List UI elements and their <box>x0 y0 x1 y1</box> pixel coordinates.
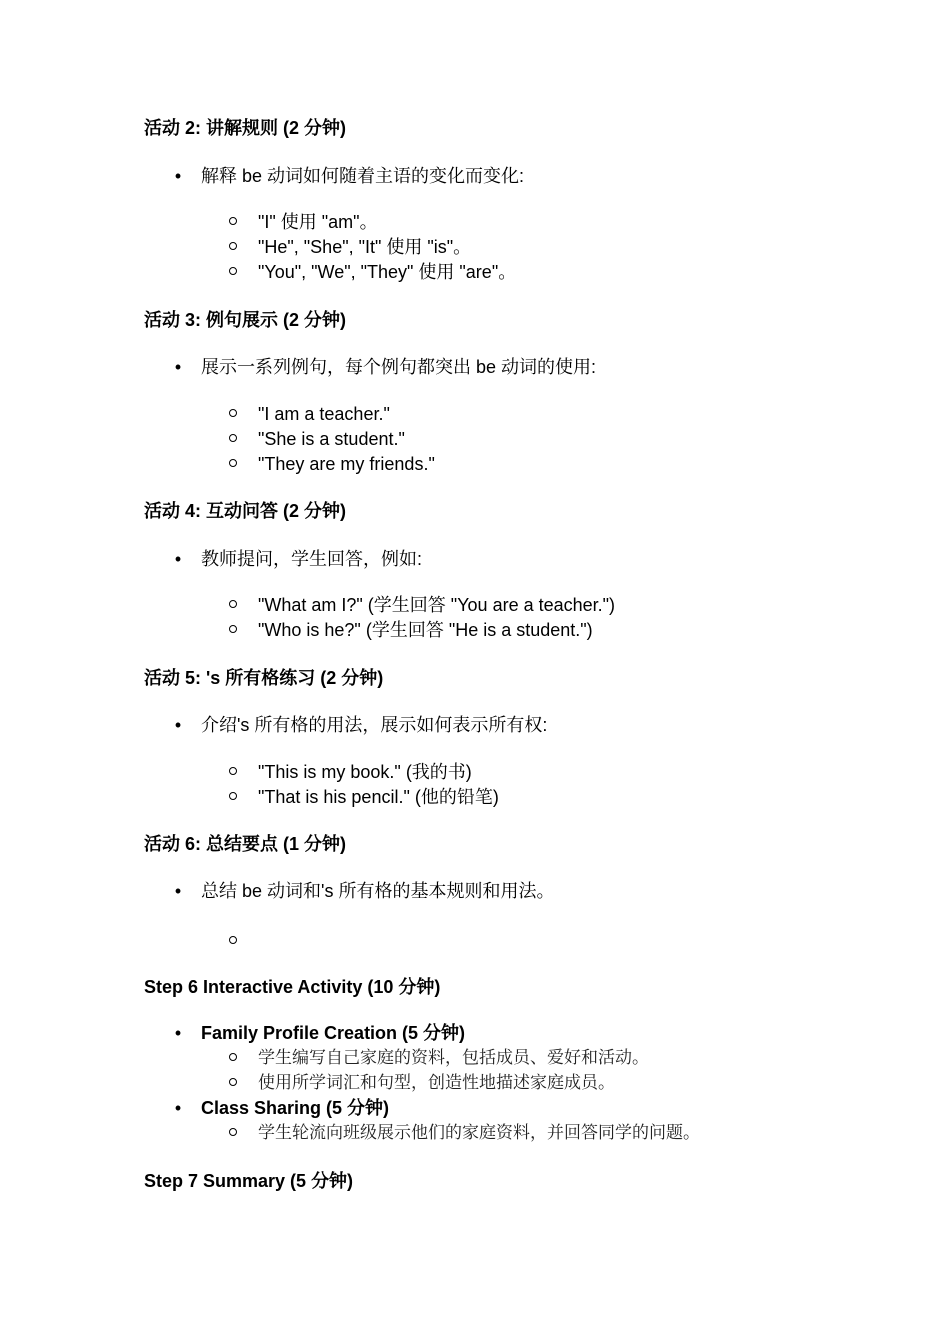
list-item: • Family Profile Creation (5 分钟) <box>174 1023 466 1043</box>
step7-heading: Step 7 Summary (5 分钟) <box>144 1171 354 1191</box>
sub-list-item: "She is a student." <box>258 428 405 450</box>
list-item: • 解释 be 动词如何随着主语的变化而变化: <box>174 166 525 186</box>
sub-list-item: 学生轮流向班级展示他们的家庭资料，并回答同学的问题。 <box>258 1122 700 1144</box>
list-item: • 展示一系列例句，每个例句都突出 be 动词的使用: <box>174 357 597 377</box>
section-heading: 活动 2: 讲解规则 (2 分钟) <box>144 118 347 138</box>
list-item: • 教师提问，学生回答，例如: <box>174 549 422 569</box>
sub-list-item: 使用所学词汇和句型，创造性地描述家庭成员。 <box>258 1072 615 1094</box>
sub-list-item: "I" 使用 "am"。 <box>258 211 378 233</box>
sub-list-item: "You", "We", "They" 使用 "are"。 <box>258 261 516 283</box>
section-heading: 活动 4: 互动问答 (2 分钟) <box>144 501 347 521</box>
sub-list-item: "Who is he?" (学生回答 "He is a student.") <box>258 619 593 641</box>
sub-list-item: "This is my book." (我的书) <box>258 761 472 783</box>
sub-list-item: "That is his pencil." (他的铅笔) <box>258 786 499 808</box>
list-item: • 介绍's 所有格的用法，展示如何表示所有权: <box>174 715 548 735</box>
step6-heading: Step 6 Interactive Activity (10 分钟) <box>144 977 441 997</box>
sub-list-item: "He", "She", "It" 使用 "is"。 <box>258 236 471 258</box>
sub-list-item: 学生编写自己家庭的资料，包括成员、爱好和活动。 <box>258 1047 649 1069</box>
sub-list-item: "What am I?" (学生回答 "You are a teacher.") <box>258 594 615 616</box>
list-item: • Class Sharing (5 分钟) <box>174 1098 390 1118</box>
section-heading: 活动 5: 's 所有格练习 (2 分钟) <box>144 668 384 688</box>
sub-list-item: "I am a teacher." <box>258 403 390 425</box>
section-heading: 活动 6: 总结要点 (1 分钟) <box>144 834 347 854</box>
sub-list-item: "They are my friends." <box>258 453 435 475</box>
list-item: • 总结 be 动词和's 所有格的基本规则和用法。 <box>174 881 555 901</box>
section-heading: 活动 3: 例句展示 (2 分钟) <box>144 310 347 330</box>
